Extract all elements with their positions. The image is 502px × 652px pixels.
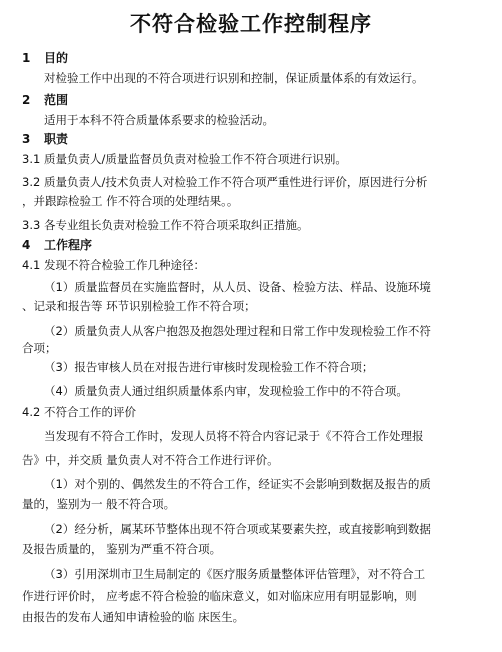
- item-4-2-3-line-3: 由报告的发布人通知申请检验的临 床医生。: [22, 610, 245, 624]
- item-4-2-2-line-1: （2）经分析，属某环节整体出现不符合项或某要素失控，或直接影响到数据: [44, 522, 431, 536]
- item-4-1-3: （3）报告审核人员在对报告进行审核时发现检验工作不符合项；: [44, 360, 374, 374]
- section-2-number: 2: [22, 93, 31, 107]
- item-4-1-4: （4）质量负责人通过组织质量体系内审，发现检验工作中的不符合项。: [44, 384, 408, 398]
- paragraph-3-3: 3.3 各专业组长负责对检验工作不符合项采取纠正措施。: [22, 218, 309, 232]
- item-4-1-1-line-2: 、记录和报告等 环节识别检验工作不符合项；: [22, 299, 256, 313]
- paragraph-4-2-body-line-2: 告》中，并交质 量负责人对不符合工作进行评价。: [22, 453, 279, 467]
- paragraph-3-2-line-1: 3.2 质量负责人/技术负责人对检验工作不符合项严重性进行评价，原因进行分析: [22, 175, 428, 189]
- item-4-2-1-line-1: （1）对个别的、偶然发生的不符合工作，经证实不会影响到数据及报告的质: [44, 477, 431, 491]
- section-2-heading: [22, 91, 68, 108]
- item-4-1-2-line-2: 合项；: [22, 341, 57, 355]
- section-1-heading: [22, 49, 68, 66]
- section-1-title: 目的: [44, 51, 69, 65]
- item-4-2-3-line-2: 作进行评价时， 应考虑不符合检验的临床意义，如对临床应用有明显影响，则: [22, 589, 417, 603]
- item-4-1-1-line-1: （1）质量监督员在实施监督时，从人员、设备、检验方法、样品、设施环境: [44, 280, 431, 294]
- paragraph-4-2: 4.2 不符合工作的评价: [22, 405, 136, 419]
- section-4-title: 工作程序: [44, 238, 93, 252]
- paragraph-3-1: 3.1 质量负责人/质量监督员负责对检验工作不符合项进行识别。: [22, 152, 347, 166]
- section-2-title: 范围: [44, 93, 69, 107]
- section-4-number: 4: [22, 238, 31, 252]
- section-1-number: 1: [22, 51, 31, 65]
- section-3-title: 职责: [44, 132, 69, 146]
- section-3-heading: [22, 130, 68, 147]
- item-4-2-1-line-2: 量的，鉴别为一 般不符合项。: [22, 497, 176, 511]
- section-4-heading: [22, 236, 92, 253]
- paragraph-4-2-body-line-1: 当发现有不符合工作时，发现人员将不符合内容记录于《不符合工作处理报: [44, 429, 424, 443]
- paragraph-4-1: 4.1 发现不符合检验工作几种途径：: [22, 258, 205, 272]
- section-2-text: 适用于本科不符合质量体系要求的检验活动。: [44, 113, 274, 127]
- section-1-text: 对检验工作中出现的不符合项进行识别和控制，保证质量体系的有效运行。: [44, 71, 424, 85]
- page-title: 不符合检验工作控制程序: [130, 12, 372, 36]
- item-4-1-2-line-1: （2）质量负责人从客户抱怨及抱怨处理过程和日常工作中发现检验工作不符: [44, 324, 431, 338]
- section-3-number: 3: [22, 132, 31, 146]
- paragraph-3-2-line-2: ，并跟踪检验工 作不符合项的处理结果。。: [22, 194, 239, 208]
- item-4-2-2-line-2: 及报告质量的， 鉴别为严重不符合项。: [22, 542, 222, 556]
- item-4-2-3-line-1: （3）引用深圳市卫生局制定的《医疗服务质量整体评估管理》，对不符合工: [44, 567, 426, 581]
